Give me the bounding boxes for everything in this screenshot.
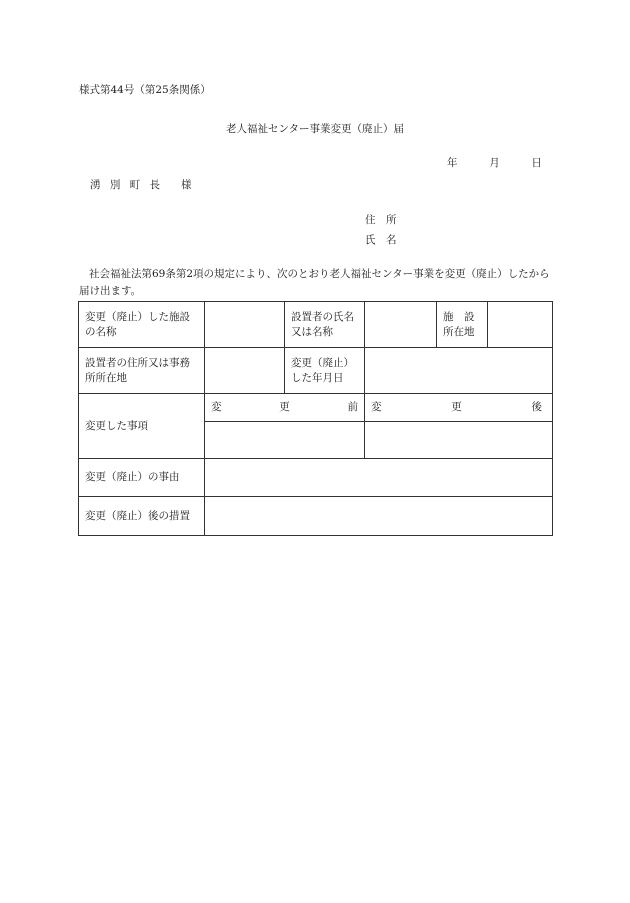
table-row xyxy=(79,348,553,394)
before-change-field[interactable] xyxy=(205,422,365,459)
after-char-2: 更 xyxy=(451,401,462,413)
document-title: 老人福祉センター事業変更（廃止）届 xyxy=(225,123,405,135)
facility-name-label: 変更（廃止）した施設の名称 xyxy=(79,302,205,348)
after-char-3: 後 xyxy=(531,401,542,413)
change-date-label: 変更（廃止）した年月日 xyxy=(285,348,365,394)
facility-name-field[interactable] xyxy=(205,302,285,348)
before-char-2: 更 xyxy=(279,401,290,413)
addressee-name: 湧 別 町 長 xyxy=(90,179,164,191)
reason-label: 変更（廃止）の事由 xyxy=(79,459,205,497)
notification-form-table xyxy=(78,301,553,536)
table-row xyxy=(79,302,553,348)
facility-location-label-line2: 所在地 xyxy=(443,325,475,338)
after-change-header xyxy=(365,394,553,422)
before-change-header xyxy=(205,394,365,422)
before-char-3: 前 xyxy=(347,401,358,413)
measures-field[interactable] xyxy=(205,497,553,536)
after-char-1: 変 xyxy=(371,401,382,413)
body-text: 社会福祉法第69条第2項の規定により、次のとおり老人福祉センター事業を変更（廃止）したから届け出ます。 xyxy=(79,268,550,297)
addressee-honorific: 様 xyxy=(181,179,195,191)
operator-address-label: 設置者の住所又は事務所所在地 xyxy=(79,348,205,394)
date-year-label: 年 xyxy=(447,157,458,169)
date-month-label: 月 xyxy=(489,157,500,169)
addressee xyxy=(90,177,195,192)
facility-location-label-line1: 施 設 xyxy=(443,310,475,323)
operator-name-field[interactable] xyxy=(365,302,437,348)
date-day-label: 日 xyxy=(531,157,542,169)
facility-location-label xyxy=(437,302,488,348)
measures-label: 変更（廃止）後の措置 xyxy=(79,497,205,536)
form-number: 様式第44号（第25条関係） xyxy=(79,84,211,96)
applicant-address-label: 住 所 xyxy=(365,214,397,226)
after-change-field[interactable] xyxy=(365,422,553,459)
change-date-field[interactable] xyxy=(365,348,553,394)
date-line xyxy=(447,155,542,170)
table-row xyxy=(79,497,553,536)
reason-field[interactable] xyxy=(205,459,553,497)
applicant-name-label: 氏 名 xyxy=(365,234,397,246)
before-char-1: 変 xyxy=(211,401,222,413)
operator-address-field[interactable] xyxy=(205,348,285,394)
operator-name-label: 設置者の氏名又は名称 xyxy=(285,302,365,348)
changed-items-label: 変更した事項 xyxy=(79,394,205,459)
table-row xyxy=(79,459,553,497)
table-row xyxy=(79,394,553,422)
facility-location-field[interactable] xyxy=(488,302,553,348)
